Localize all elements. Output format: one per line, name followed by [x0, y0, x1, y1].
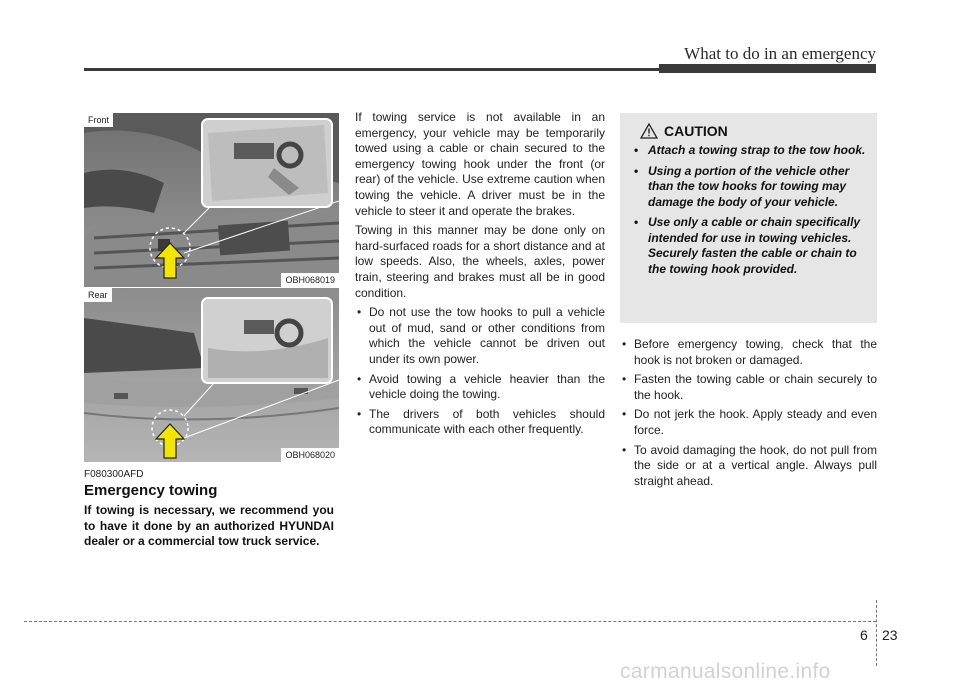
rear-illustration — [84, 288, 339, 462]
list-item: • Do not use the tow hooks to pull a vehicle out of mud, sand or other conditions from which the vehicle cannot be driven out under its own power. — [355, 305, 605, 367]
caution-header — [640, 123, 867, 139]
page-number-divider — [876, 600, 877, 666]
front-figure-code: OBH068019 — [281, 273, 339, 287]
caution-title: CAUTION — [664, 123, 728, 139]
list-item: • Do not jerk the hook. Apply steady and even force. — [620, 407, 877, 438]
column-3 — [620, 337, 877, 493]
front-label: Front — [84, 113, 113, 127]
list-item: • To avoid damaging the hook, do not pull from the side or at a vertical angle. Always pull straight ahead. — [620, 443, 877, 490]
rear-figure-code: OBH068020 — [281, 448, 339, 462]
rear-inset — [202, 298, 332, 383]
section-intro: If towing is necessary, we recommend you to have it done by an authorized HYUNDAI dealer or a commercial tow truck service. — [84, 503, 334, 548]
list-item: • The drivers of both vehicles should communicate with each other frequently. — [355, 407, 605, 438]
caution-item: • Attach a towing strap to the tow hook. — [632, 143, 867, 159]
header-tab-bar — [659, 64, 876, 73]
caution-item: • Using a portion of the vehicle other than the tow hooks for towing may damage the body of your vehicle. — [632, 164, 867, 211]
rear-figure — [84, 288, 339, 462]
footer-rule — [24, 621, 876, 622]
caution-box — [620, 113, 877, 323]
caution-item: • Use only a cable or chain specifically intended for use in towing vehicles. Securely fasten the cable or chain to the towing hook provided. — [632, 215, 867, 277]
column-2-bullets — [355, 305, 605, 438]
body-paragraph-2: Towing in this manner may be done only on hard-surfaced roads for a short distance and at low speeds. Also, the wheels, axles, power train, steering and brakes must all be in good condition. — [355, 223, 605, 300]
list-item: • Avoid towing a vehicle heavier than the vehicle doing the towing. — [355, 372, 605, 403]
section-code: F080300AFD — [84, 469, 144, 480]
column-2 — [355, 110, 605, 442]
watermark: carmanualsonline.info — [620, 660, 831, 683]
rear-label: Rear — [84, 288, 112, 302]
front-inset — [202, 119, 332, 207]
body-paragraph-1: If towing service is not available in an emergency, your vehicle may be temporarily towed using a cable or chain secured to the emergency towing hook under the front (or rear) of the vehicle. Use extreme caution when towing the vehicle. A driver must be in the vehicle to steer it and operate the brakes. — [355, 110, 605, 218]
front-illustration — [84, 113, 339, 287]
header-title: What to do in an emergency — [684, 44, 876, 63]
section-heading: Emergency towing — [84, 482, 218, 499]
front-figure — [84, 113, 339, 287]
chapter-number: 6 — [860, 627, 868, 643]
list-item: • Before emergency towing, check that the hook is not broken or damaged. — [620, 337, 877, 368]
column-3-bullets — [620, 337, 877, 489]
caution-list — [632, 143, 867, 277]
warning-triangle-icon — [640, 123, 658, 139]
list-item: • Fasten the towing cable or chain securely to the hook. — [620, 372, 877, 403]
page-number: 23 — [882, 627, 898, 643]
